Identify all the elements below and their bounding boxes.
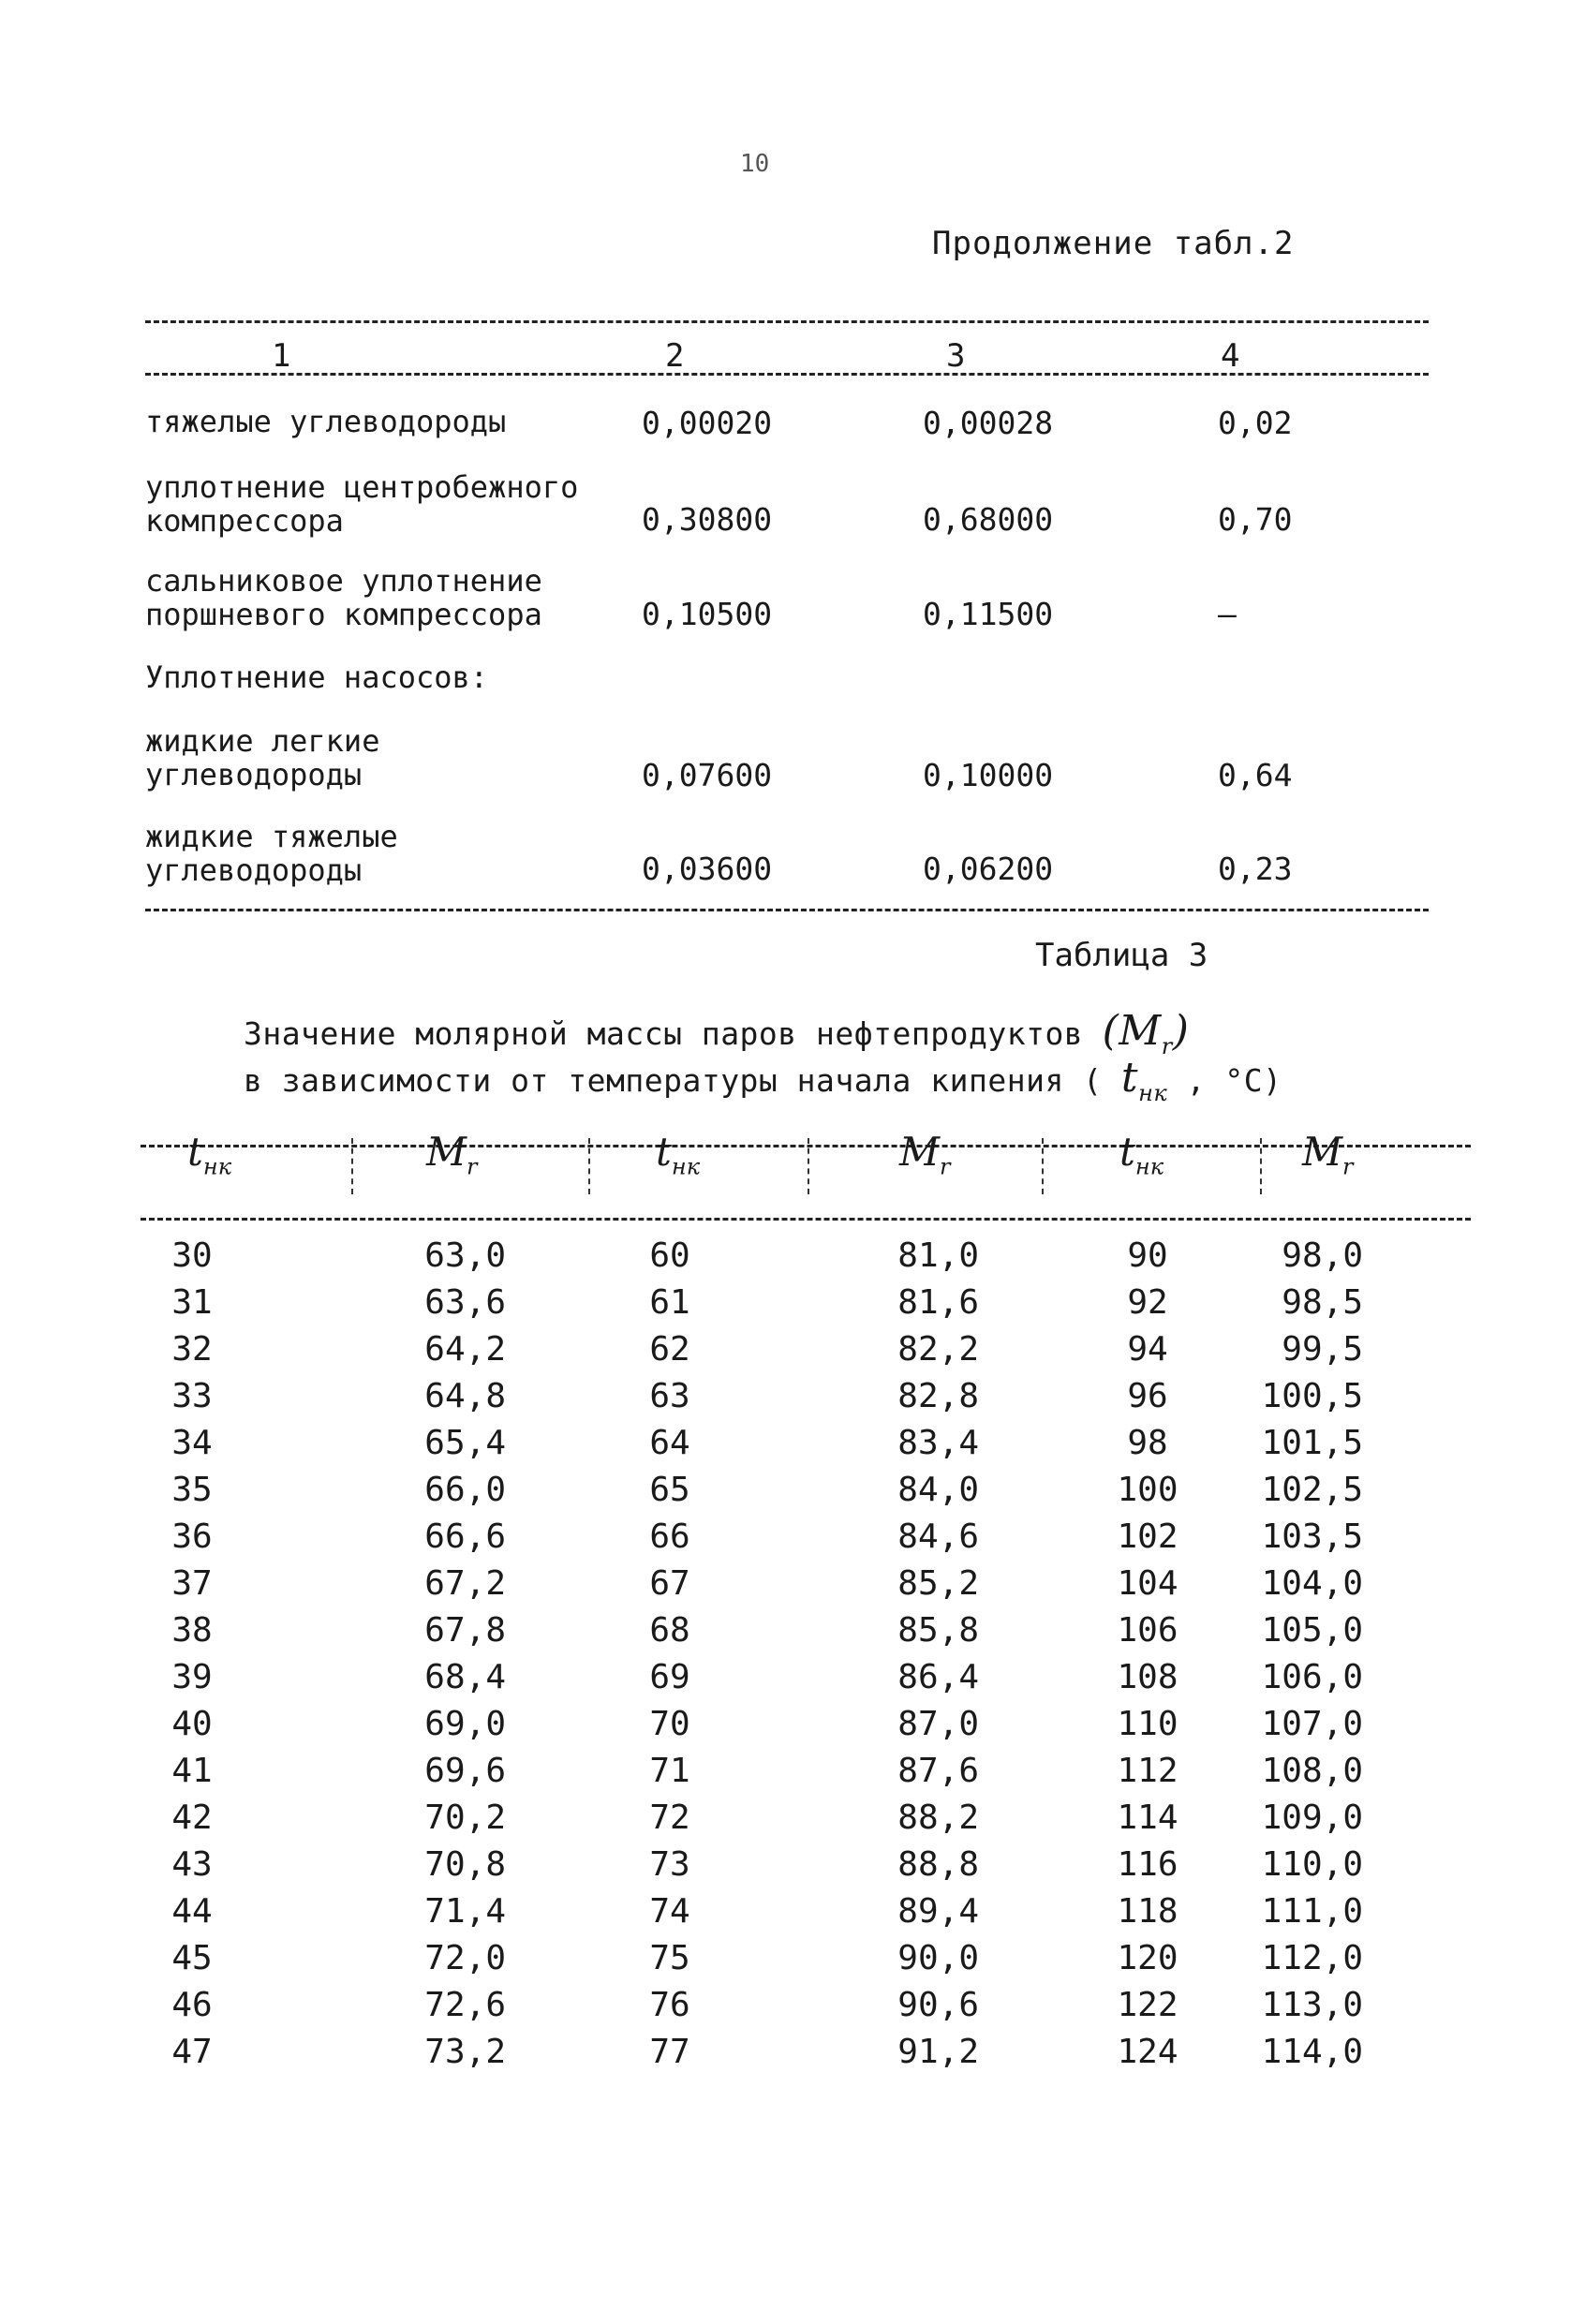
table-cell: 110,0 bbox=[1261, 1845, 1363, 1884]
table2-bottom-rule bbox=[145, 909, 1429, 911]
row-value-3: 0,06200 bbox=[923, 851, 1054, 887]
table-cell: 66,6 bbox=[424, 1517, 506, 1556]
table-cell: 120 bbox=[1117, 1939, 1178, 1977]
table3-header-rule bbox=[141, 1218, 1471, 1221]
table-cell: 122 bbox=[1117, 1986, 1178, 2024]
table-cell: 84,0 bbox=[897, 1471, 979, 1509]
table-cell: 47 bbox=[171, 2033, 213, 2071]
table-cell: 124 bbox=[1117, 2033, 1178, 2071]
table-cell: 82,2 bbox=[897, 1330, 979, 1369]
row-label: сальниковое уплотнение поршневого компрессора bbox=[145, 563, 542, 632]
table-cell: 108 bbox=[1117, 1658, 1178, 1696]
header-sub: нк bbox=[1134, 1153, 1164, 1180]
table-cell: 67,8 bbox=[424, 1611, 506, 1650]
table-row bbox=[0, 1424, 1571, 1471]
table3-header-m bbox=[426, 1129, 478, 1179]
header-sub: нк bbox=[671, 1153, 701, 1180]
table2-top-rule bbox=[145, 320, 1429, 323]
table-cell: 86,4 bbox=[897, 1658, 979, 1696]
table-row bbox=[0, 1986, 1571, 2033]
row-value-2: 0,30800 bbox=[642, 501, 773, 538]
table-cell: 118 bbox=[1117, 1892, 1178, 1931]
table-cell: 72,6 bbox=[424, 1986, 506, 2024]
row-value-4: 0,64 bbox=[1218, 757, 1293, 793]
table-cell: 105,0 bbox=[1261, 1611, 1363, 1650]
row-value-2: 0,07600 bbox=[642, 757, 773, 793]
table-cell: 81,0 bbox=[897, 1236, 979, 1275]
table-cell: 72,0 bbox=[424, 1939, 506, 1977]
table-cell: 87,6 bbox=[897, 1752, 979, 1790]
table-cell: 44 bbox=[171, 1892, 213, 1931]
table-row bbox=[0, 1330, 1571, 1377]
table-cell: 74 bbox=[649, 1892, 690, 1931]
table3-header-t bbox=[656, 1129, 700, 1179]
caption-text: Значение молярной массы паров нефтепродуктов bbox=[244, 1015, 1084, 1052]
table-row bbox=[0, 1658, 1571, 1705]
table-cell: 112,0 bbox=[1261, 1939, 1363, 1977]
row-value-4: 0,02 bbox=[1218, 405, 1293, 441]
table-cell: 69,0 bbox=[424, 1705, 506, 1743]
row-label: жидкие тяжелые углеводороды bbox=[145, 819, 398, 888]
table3-body bbox=[0, 1236, 1571, 2080]
table3-caption-line2 bbox=[244, 1054, 1282, 1106]
table-cell: 68 bbox=[649, 1611, 690, 1650]
table-cell: 98 bbox=[1127, 1424, 1168, 1462]
table-cell: 88,8 bbox=[897, 1845, 979, 1884]
table-cell: 87,0 bbox=[897, 1705, 979, 1743]
table-cell: 65,4 bbox=[424, 1424, 506, 1462]
table2-header-3: 3 bbox=[946, 337, 966, 375]
table-cell: 39 bbox=[171, 1658, 213, 1696]
table-row bbox=[0, 1377, 1571, 1424]
table-cell: 64,8 bbox=[424, 1377, 506, 1415]
row-label: Уплотнение насосов: bbox=[145, 659, 489, 695]
table-cell: 111,0 bbox=[1261, 1892, 1363, 1931]
table-row bbox=[0, 1471, 1571, 1517]
table-cell: 40 bbox=[171, 1705, 213, 1743]
table-cell: 100 bbox=[1117, 1471, 1178, 1509]
table-cell: 85,2 bbox=[897, 1564, 979, 1603]
table-cell: 38 bbox=[171, 1611, 213, 1650]
caption-symbol-tnk bbox=[1120, 1054, 1168, 1106]
table-row bbox=[0, 1564, 1571, 1611]
table-cell: 71 bbox=[649, 1752, 690, 1790]
header-main: M bbox=[1302, 1129, 1343, 1175]
table-row bbox=[0, 1892, 1571, 1939]
table-cell: 33 bbox=[171, 1377, 213, 1415]
row-label: жидкие легкие углеводороды bbox=[145, 723, 380, 792]
table-cell: 89,4 bbox=[897, 1892, 979, 1931]
table-cell: 64 bbox=[649, 1424, 690, 1462]
table-cell: 102 bbox=[1117, 1517, 1178, 1556]
continuation-label: Продолжение табл.2 bbox=[932, 225, 1295, 262]
table3-header-t bbox=[187, 1129, 231, 1179]
header-main: M bbox=[426, 1129, 467, 1175]
table-cell: 73,2 bbox=[424, 2033, 506, 2071]
table-cell: 37 bbox=[171, 1564, 213, 1603]
table-cell: 92 bbox=[1127, 1283, 1168, 1322]
header-sub: r bbox=[940, 1153, 951, 1180]
table-cell: 91,2 bbox=[897, 2033, 979, 2071]
header-main: t bbox=[187, 1129, 203, 1175]
table-cell: 82,8 bbox=[897, 1377, 979, 1415]
table-cell: 67 bbox=[649, 1564, 690, 1603]
header-sub: нк bbox=[202, 1153, 232, 1180]
row-label: уплотнение центробежного компрессора bbox=[145, 469, 579, 539]
table-row bbox=[0, 1517, 1571, 1564]
table-row bbox=[0, 1845, 1571, 1892]
table-row bbox=[0, 1705, 1571, 1752]
table-cell: 104,0 bbox=[1261, 1564, 1363, 1603]
table-row bbox=[0, 1752, 1571, 1799]
symbol-sub: нк bbox=[1138, 1079, 1168, 1106]
table-cell: 113,0 bbox=[1261, 1986, 1363, 2024]
table-cell: 67,2 bbox=[424, 1564, 506, 1603]
table-cell: 60 bbox=[649, 1236, 690, 1275]
table-cell: 41 bbox=[171, 1752, 213, 1790]
header-main: t bbox=[1119, 1129, 1135, 1175]
table2-header-1: 1 bbox=[272, 337, 291, 375]
symbol-sub: r bbox=[1161, 1032, 1173, 1059]
table-cell: 63 bbox=[649, 1377, 690, 1415]
table-row bbox=[0, 1283, 1571, 1330]
table-cell: 116 bbox=[1117, 1845, 1178, 1884]
column-separator bbox=[588, 1138, 590, 1194]
row-value-4: – bbox=[1218, 596, 1237, 632]
table-cell: 90,0 bbox=[897, 1939, 979, 1977]
table-cell: 66,0 bbox=[424, 1471, 506, 1509]
row-value-2: 0,00020 bbox=[642, 405, 773, 441]
table3-top-rule bbox=[141, 1145, 1471, 1147]
table-cell: 90 bbox=[1127, 1236, 1168, 1275]
row-value-3: 0,68000 bbox=[923, 501, 1054, 538]
table-cell: 109,0 bbox=[1261, 1799, 1363, 1837]
table-cell: 101,5 bbox=[1261, 1424, 1363, 1462]
column-separator bbox=[808, 1138, 809, 1194]
table-cell: 71,4 bbox=[424, 1892, 506, 1931]
table-cell: 66 bbox=[649, 1517, 690, 1556]
table-cell: 70,2 bbox=[424, 1799, 506, 1837]
table-cell: 90,6 bbox=[897, 1986, 979, 2024]
table-cell: 108,0 bbox=[1261, 1752, 1363, 1790]
table-cell: 76 bbox=[649, 1986, 690, 2024]
table-cell: 70,8 bbox=[424, 1845, 506, 1884]
table-cell: 70 bbox=[649, 1705, 690, 1743]
table-cell: 42 bbox=[171, 1799, 213, 1837]
table-cell: 43 bbox=[171, 1845, 213, 1884]
header-sub: r bbox=[467, 1153, 478, 1180]
table-cell: 96 bbox=[1127, 1377, 1168, 1415]
table-cell: 100,5 bbox=[1261, 1377, 1363, 1415]
table2-header-rule bbox=[145, 373, 1429, 376]
row-value-3: 0,00028 bbox=[923, 405, 1054, 441]
caption-end: , °C) bbox=[1186, 1062, 1282, 1099]
table-row bbox=[0, 1799, 1571, 1845]
row-label: тяжелые углеводороды bbox=[145, 404, 507, 439]
table-cell: 114,0 bbox=[1261, 2033, 1363, 2071]
column-separator bbox=[1042, 1138, 1044, 1194]
table-cell: 77 bbox=[649, 2033, 690, 2071]
table-cell: 32 bbox=[171, 1330, 213, 1369]
table-cell: 75 bbox=[649, 1939, 690, 1977]
table-cell: 110 bbox=[1117, 1705, 1178, 1743]
table-row bbox=[0, 1939, 1571, 1986]
table3-header-m bbox=[1302, 1129, 1354, 1179]
table-cell: 106,0 bbox=[1261, 1658, 1363, 1696]
header-main: t bbox=[656, 1129, 672, 1175]
caption-text: в зависимости от температуры начала кипения ( bbox=[244, 1062, 1103, 1099]
table-cell: 104 bbox=[1117, 1564, 1178, 1603]
row-value-2: 0,10500 bbox=[642, 596, 773, 632]
table-cell: 63,0 bbox=[424, 1236, 506, 1275]
table-cell: 36 bbox=[171, 1517, 213, 1556]
table-cell: 106 bbox=[1117, 1611, 1178, 1650]
table-row bbox=[0, 1611, 1571, 1658]
table-cell: 102,5 bbox=[1261, 1471, 1363, 1509]
table2-header-4: 4 bbox=[1221, 337, 1240, 375]
table-cell: 72 bbox=[649, 1799, 690, 1837]
caption-symbol-mr bbox=[1102, 1007, 1190, 1059]
table-cell: 73 bbox=[649, 1845, 690, 1884]
column-separator bbox=[351, 1138, 353, 1194]
table-cell: 68,4 bbox=[424, 1658, 506, 1696]
table3-header-t bbox=[1119, 1129, 1163, 1179]
table3-title: Таблица 3 bbox=[1035, 937, 1208, 974]
table-cell: 45 bbox=[171, 1939, 213, 1977]
table3-header-m bbox=[899, 1129, 951, 1179]
header-main: M bbox=[899, 1129, 941, 1175]
table-cell: 112 bbox=[1117, 1752, 1178, 1790]
table-cell: 94 bbox=[1127, 1330, 1168, 1369]
table-cell: 88,2 bbox=[897, 1799, 979, 1837]
table-cell: 35 bbox=[171, 1471, 213, 1509]
table-cell: 30 bbox=[171, 1236, 213, 1275]
table-cell: 61 bbox=[649, 1283, 690, 1322]
table-cell: 85,8 bbox=[897, 1611, 979, 1650]
symbol-main: (M bbox=[1102, 1007, 1162, 1055]
table-cell: 99,5 bbox=[1282, 1330, 1363, 1369]
symbol-main: t bbox=[1120, 1054, 1139, 1102]
row-value-4: 0,70 bbox=[1218, 501, 1293, 538]
table-cell: 98,5 bbox=[1282, 1283, 1363, 1322]
table-cell: 34 bbox=[171, 1424, 213, 1462]
table-cell: 107,0 bbox=[1261, 1705, 1363, 1743]
table-cell: 63,6 bbox=[424, 1283, 506, 1322]
table-cell: 69 bbox=[649, 1658, 690, 1696]
table3-caption-line1 bbox=[244, 1007, 1189, 1059]
table-cell: 65 bbox=[649, 1471, 690, 1509]
table-cell: 84,6 bbox=[897, 1517, 979, 1556]
table-cell: 46 bbox=[171, 1986, 213, 2024]
table-row bbox=[0, 2033, 1571, 2080]
table-cell: 69,6 bbox=[424, 1752, 506, 1790]
row-value-2: 0,03600 bbox=[642, 851, 773, 887]
header-sub: r bbox=[1342, 1153, 1354, 1180]
row-value-4: 0,23 bbox=[1218, 851, 1293, 887]
table-cell: 62 bbox=[649, 1330, 690, 1369]
table-cell: 114 bbox=[1117, 1799, 1178, 1837]
table-cell: 64,2 bbox=[424, 1330, 506, 1369]
table2-header-2: 2 bbox=[665, 337, 685, 375]
symbol-end: ) bbox=[1172, 1007, 1190, 1055]
table-cell: 81,6 bbox=[897, 1283, 979, 1322]
table-cell: 98,0 bbox=[1282, 1236, 1363, 1275]
table-row bbox=[0, 1236, 1571, 1283]
row-value-3: 0,10000 bbox=[923, 757, 1054, 793]
table-cell: 83,4 bbox=[897, 1424, 979, 1462]
table-cell: 31 bbox=[171, 1283, 213, 1322]
page-number: 10 bbox=[740, 150, 770, 178]
row-value-3: 0,11500 bbox=[923, 596, 1054, 632]
column-separator bbox=[1260, 1138, 1262, 1194]
table-cell: 103,5 bbox=[1261, 1517, 1363, 1556]
